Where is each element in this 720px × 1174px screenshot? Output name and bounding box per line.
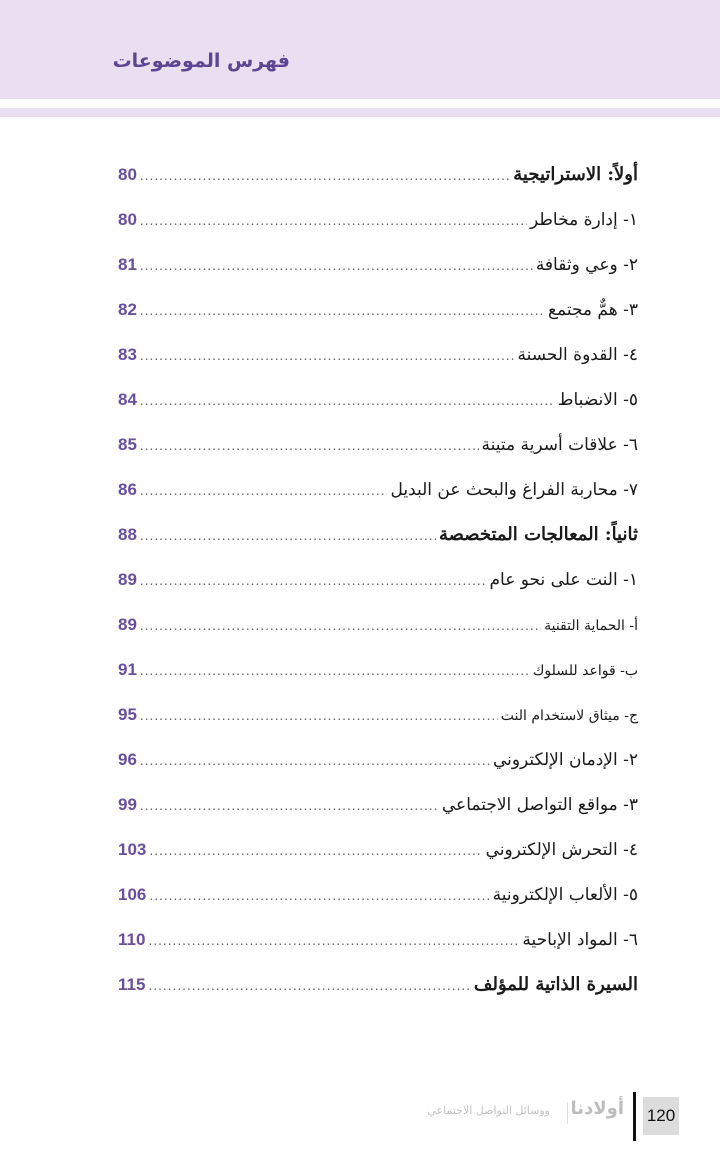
toc-entry-title: ٦- علاقات أسرية متينة [481,435,638,455]
toc-entry[interactable] [118,242,638,287]
toc-entry[interactable] [118,692,638,737]
dot-leader [140,559,487,604]
toc-entry-title: أولاً: الاستراتيجية [513,164,638,185]
dot-leader [140,604,541,649]
toc-entry-title: ٥- الانضباط [557,390,638,410]
dot-leader [149,829,482,874]
toc-entry-title: السيرة الذاتية للمؤلف [473,974,638,995]
footer-divider-thin [567,1102,568,1124]
dot-leader [140,424,479,469]
toc-entry[interactable] [118,377,638,422]
dot-leader [140,694,498,739]
toc-entry[interactable] [118,152,638,197]
toc-entry-title: ١- النت على نحو عام [489,570,638,590]
toc-entry-title: ٤- القدوة الحسنة [517,345,638,365]
toc-entry[interactable] [118,332,638,377]
toc-entry-page: 83 [118,345,137,364]
toc-entry-page: 89 [118,570,137,589]
footer-series-title: ووسائل التواصل الاجتماعي [427,1104,550,1117]
toc-entry-page: 82 [118,300,137,319]
toc-entry[interactable] [118,467,638,512]
dot-leader [140,154,510,199]
toc-entry[interactable] [118,557,638,602]
dot-leader [149,874,489,919]
footer-brand: أولادنا [570,1098,624,1119]
toc-entry[interactable] [118,287,638,332]
toc-entry-page: 84 [118,390,137,409]
toc-entry[interactable] [118,782,638,827]
toc-entry[interactable] [118,647,638,692]
toc-entry-page: 80 [118,165,137,184]
toc-entry-title: ٦- المواد الإباحية [522,930,638,950]
toc-entry-page: 80 [118,210,137,229]
toc-entry[interactable] [118,197,638,242]
toc-entry-page: 115 [118,975,146,994]
toc-entry-title: ١- إدارة مخاطر [530,210,638,230]
toc-entry-title: ٤- التحرش الإلكتروني [485,840,638,860]
dot-leader [140,334,515,379]
toc-entry-page: 99 [118,795,137,814]
toc-entry-page: 85 [118,435,137,454]
toc-entry-page: 95 [118,705,137,724]
toc-entry-title: ٢- وعي وثقافة [535,255,638,275]
toc-entry-page: 96 [118,750,137,769]
toc-entry[interactable] [118,602,638,647]
page-number: 120 [643,1097,679,1135]
header-divider-stripe [0,108,720,117]
toc-entry-title: ج- ميثاق لاستخدام النت [500,708,638,724]
toc-entry-page: 110 [118,930,146,949]
dot-leader [140,784,439,829]
toc-entry[interactable] [118,872,638,917]
toc-entry-page: 91 [118,660,137,679]
toc-entry-title: ب- قواعد للسلوك [532,663,638,679]
dot-leader [140,289,545,334]
dot-leader [140,244,533,289]
toc-entry-title: ثانياً: المعالجات المتخصصة [438,524,638,545]
toc-entry-title: ٣- مواقع التواصل الاجتماعي [441,795,638,815]
toc-entry-page: 106 [118,885,147,904]
toc-entry[interactable] [118,917,638,962]
toc-entry-page: 86 [118,480,137,499]
toc-entry-title: ٢- الإدمان الإلكتروني [492,750,638,770]
dot-leader [148,919,519,964]
footer-divider [633,1092,636,1141]
toc-entry-title: ٧- محاربة الفراغ والبحث عن البديل [390,480,638,500]
toc-entry-page: 89 [118,615,137,634]
dot-leader [140,514,436,559]
toc-entry-title: أ- الحماية التقنية [544,618,638,634]
toc-entry-page: 81 [118,255,137,274]
page-title: فهرس الموضوعات [112,50,290,72]
dot-leader [140,739,490,784]
dot-leader [140,199,527,244]
toc-entry-page: 103 [118,840,147,859]
toc-entry[interactable] [118,422,638,467]
toc-entry[interactable] [118,512,638,557]
dot-leader [148,964,470,1009]
dot-leader [140,379,555,424]
dot-leader [140,649,530,694]
toc-entry-title: ٥- الألعاب الإلكترونية [492,885,638,905]
table-of-contents [118,152,638,1007]
dot-leader [140,469,388,514]
toc-entry[interactable] [118,827,638,872]
toc-entry-page: 88 [118,525,137,544]
header-band [0,0,720,99]
toc-entry-title: ٣- همٌّ مجتمع [547,300,638,320]
toc-entry[interactable] [118,962,638,1007]
toc-entry[interactable] [118,737,638,782]
